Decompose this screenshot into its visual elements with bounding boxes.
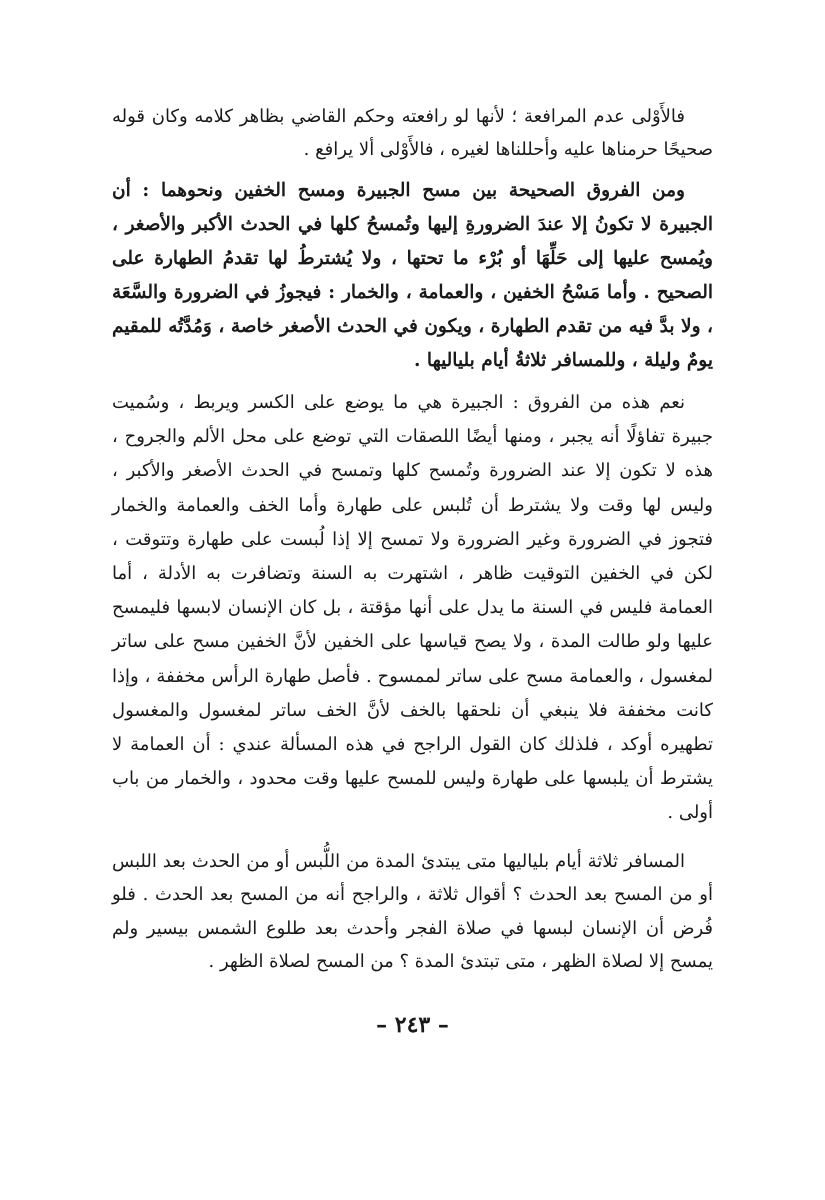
- paragraph-conclusion: فالأَوْلى عدم المرافعة ؛ لأنها لو رافعته وحكم القاضي بظاهر كلامه وكان قوله صحيحًا حرمناها عليه وأحللناها لغيره ، فالأَوْلى ألا يرافع .: [112, 106, 713, 160]
- page-number: – ٢٤٣ –: [376, 1012, 449, 1038]
- paragraph-commentary: نعم هذه من الفروق : الجبيرة هي ما يوضع على الكسر ويربط ، وسُميت جبيرة تفاؤلًا أنه يجبر ، ومنها أيضًا اللصقات التي توضع على محل الألم والجروح ، هذه لا تكون إلا عند الضرورة وتُمسح كلها وتمسح في الحدث الأصغر والأكبر ، وليس لها وقت ولا يشترط أن تُلبس على طهارة وأما الخف والعمامة والخمار فتجوز في الضرورة وغير الضرورة ولا تمسح إلا إذا لُبست على طهارة وتتوقت ، لكن في الخفين التوقيت ظاهر ، اشتهرت به السنة وتضافرت به الأدلة ، أما العمامة فليس في السنة ما يدل على أنها مؤقتة ، بل كان الإنسان لابسها فليمسح عليها ولو طالت المدة ، ولا يصح قياسها على الخفين لأنَّ الخفين مسح على ساتر لمغسول ، والعمامة مسح على ساتر لممسوح . فأصل طهارة الرأس مخففة ، وإذا كانت مخففة فلا ينبغي أن نلحقها بالخف لأنَّ الخف ساتر لمغسول والمغسول تطهيره أوكد ، فلذلك كان القول الراجح في هذه المسألة عندي : أن العمامة لا يشترط أن يلبسها على طهارة وليس للمسح عليها وقت محدود ، والخمار من باب أولى .: [112, 392, 713, 824]
- paragraph-travel-duration: المسافر ثلاثة أيام بلياليها متى يبتدئ المدة من اللُّبس أو من الحدث بعد اللبس أو من المسح بعد الحدث ؟ أقوال ثلاثة ، والراجح أنه من المسح بعد الحدث . فلو فُرض أن الإنسان لبسها في صلاة الفجر وأحدث بعد طلوع الشمس بيسير ولم يمسح إلا لصلاة الظهر ، متى تبتدئ المدة ؟ من المسح لصلاة الظهر .: [112, 850, 713, 973]
- paragraph-matn-differences: ومن الفروق الصحيحة بين مسح الجبيرة ومسح الخفين ونحوهما : أن الجبيرة لا تكونُ إلا عندَ الضرورةِ إليها وتُمسحُ كلها في الحدث الأكبر والأصغر ، ويُمسح عليها إلى حَلِّهَا أو بُرْء ما تحتها ، ولا يُشترطُ لها تقدمُ الطهارة على الصحيح . وأما مَسْحُ الخفين ، والعمامة ، والخمار : فيجوزُ في الضرورة والسَّعَة ، ولا بدَّ فيه من تقدم الطهارة ، ويكون في الحدث الأصغر خاصة ، وَمُدَّتُه للمقيم يومٌ وليلة ، وللمسافر ثلاثةُ أيام بلياليها .: [112, 180, 713, 371]
